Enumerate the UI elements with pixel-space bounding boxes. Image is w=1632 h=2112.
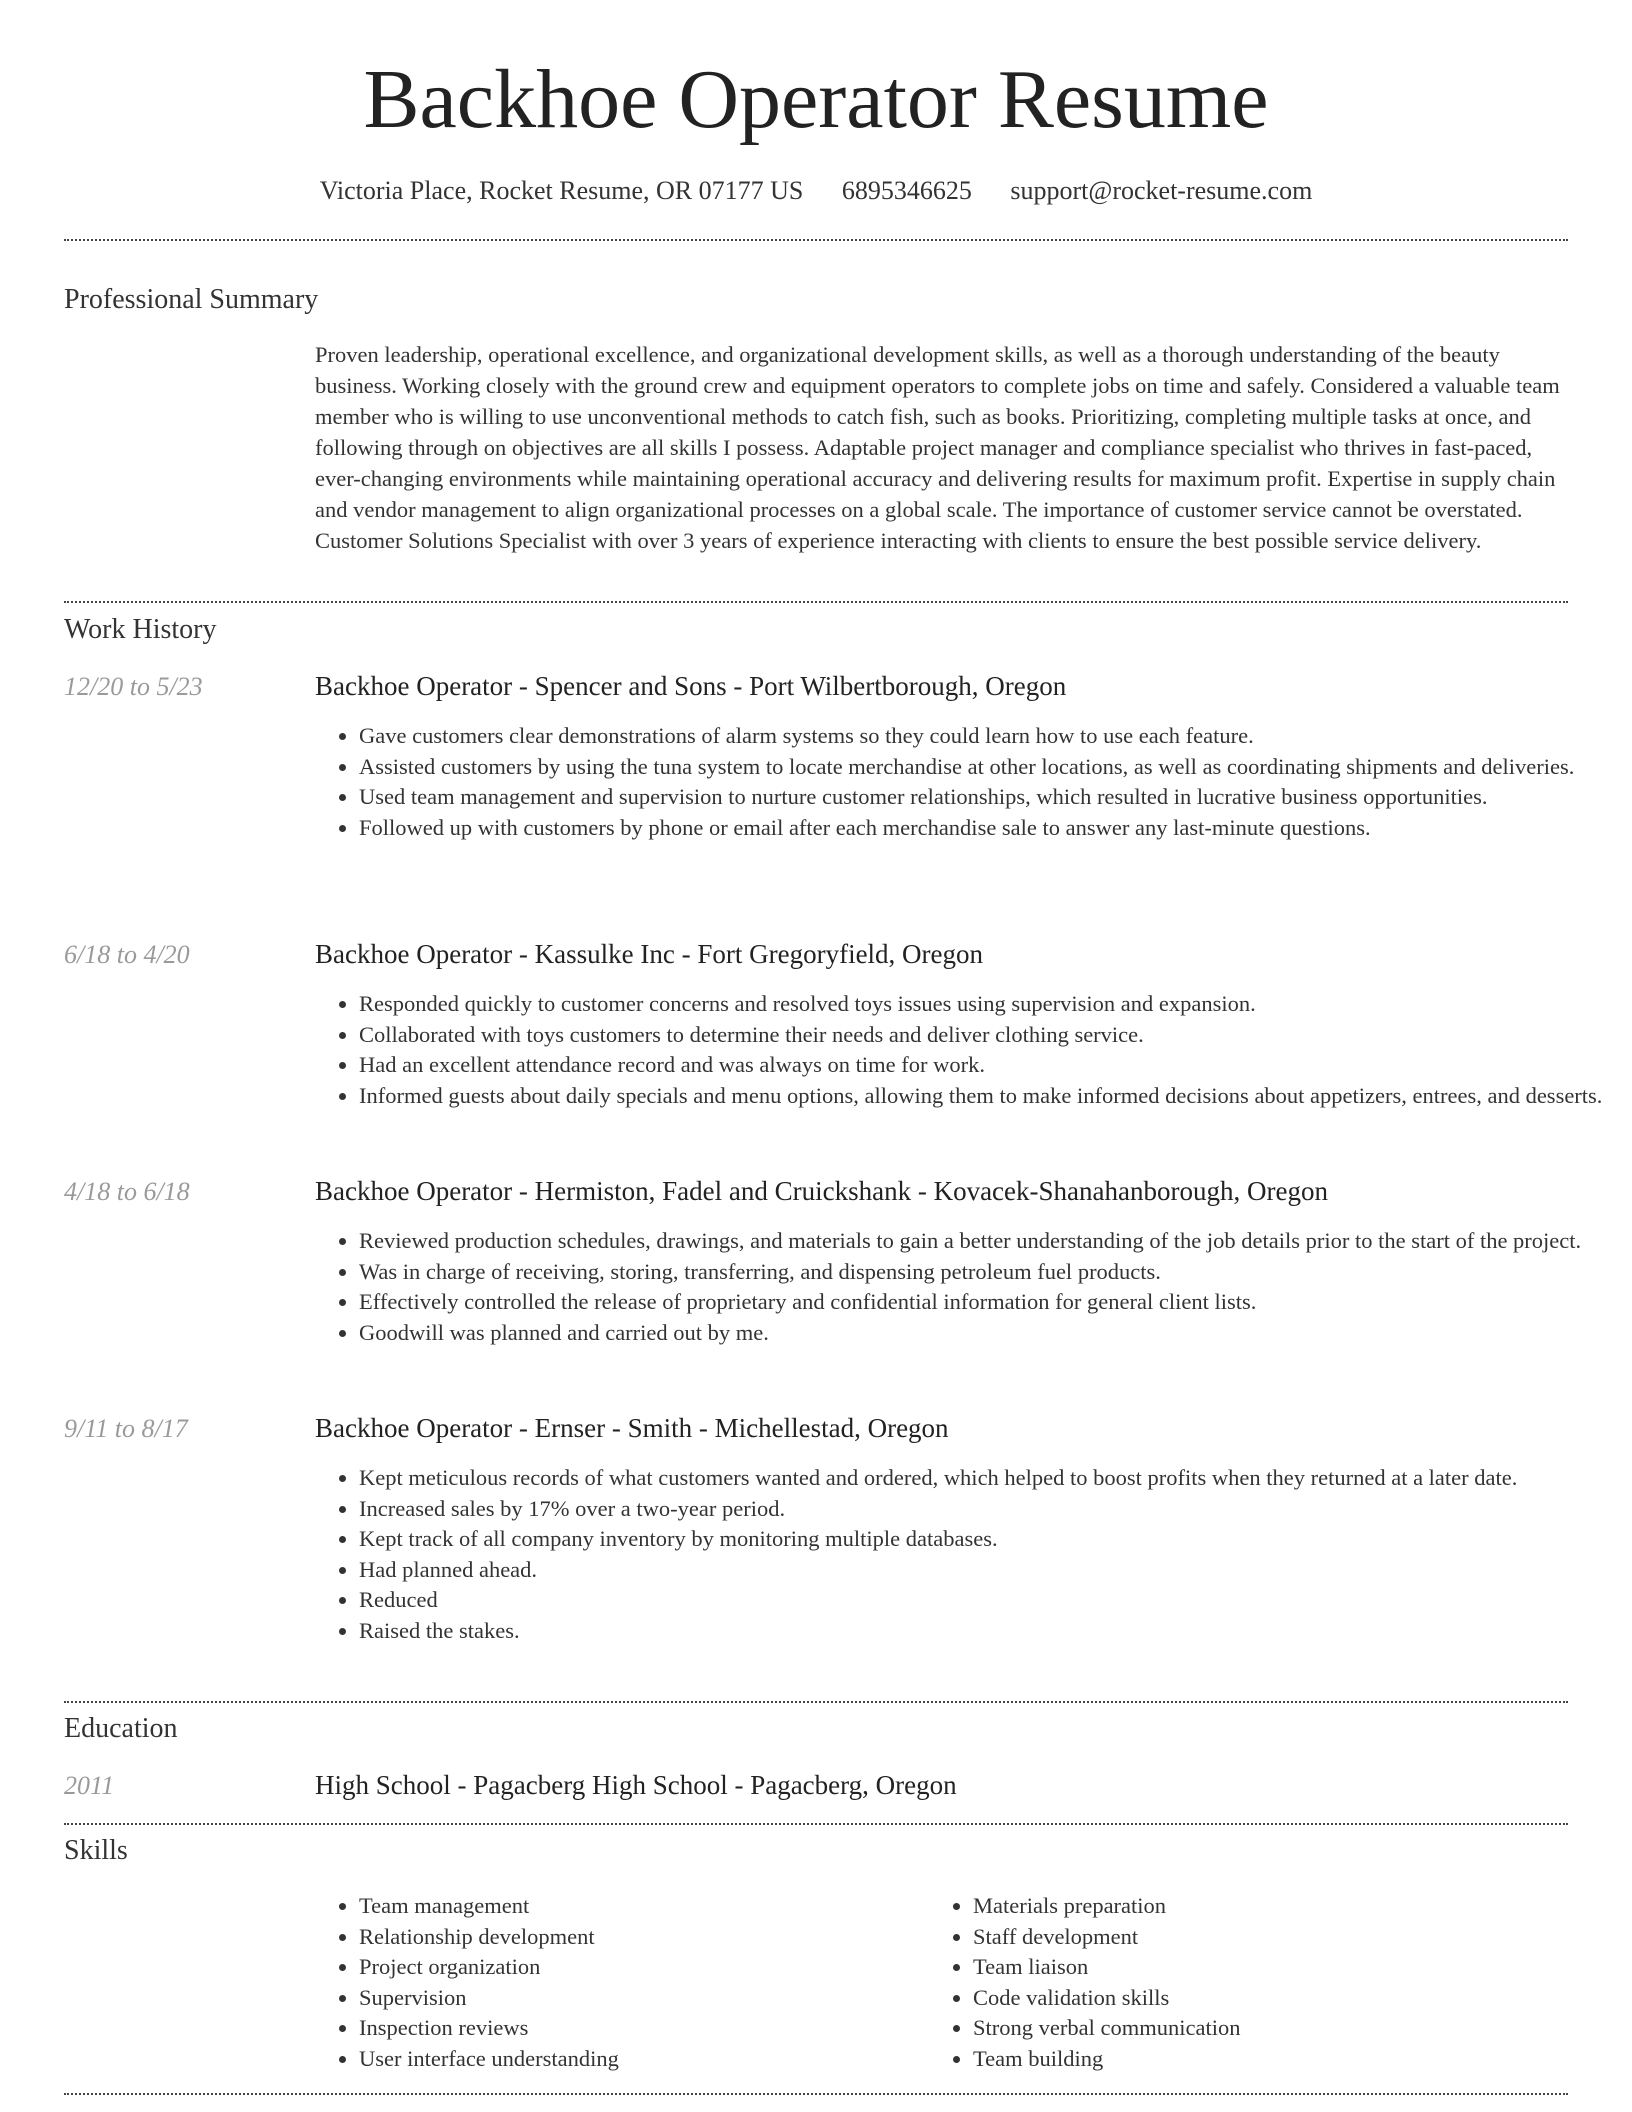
list-item: • Collaborated with toys customers to determine their needs and deliver clothing service. — [359, 1020, 1619, 1051]
list-item: • Effectively controlled the release of proprietary and confidential information for general client lists. — [359, 1287, 1619, 1318]
list-item: • Goodwill was planned and carried out by me. — [359, 1318, 1619, 1349]
skill-item: • User interface understanding — [359, 2044, 919, 2075]
skill-item: • Inspection reviews — [359, 2013, 919, 2044]
job-bullets — [315, 1226, 1619, 1348]
section-title-skills: Skills — [64, 1835, 128, 1866]
contact-line — [0, 176, 1632, 206]
job-dates: 9/11 to 8/17 — [64, 1414, 188, 1443]
list-item: • Raised the stakes. — [359, 1616, 1619, 1647]
job-dates: 6/18 to 4/20 — [64, 940, 190, 969]
list-item: • Followed up with customers by phone or email after each merchandise sale to answer any last-minute questions. — [359, 813, 1619, 844]
list-item: • Assisted customers by using the tuna system to locate merchandise at other locations, as well as coordinating shipments and deliveries. — [359, 752, 1619, 783]
skill-item: • Relationship development — [359, 1922, 919, 1953]
education-entry: High School - Pagacberg High School - Pagacberg, Oregon — [315, 1770, 957, 1800]
list-item: • Used team management and supervision to nurture customer relationships, which resulted in lucrative business opportunities. — [359, 782, 1619, 813]
divider — [64, 2093, 1568, 2095]
list-item: • Gave customers clear demonstrations of alarm systems so they could learn how to use each feature. — [359, 721, 1619, 752]
skill-item: • Strong verbal communication — [973, 2013, 1533, 2044]
list-item: • Responded quickly to customer concerns and resolved toys issues using supervision and expansion. — [359, 989, 1619, 1020]
divider — [64, 601, 1568, 603]
list-item: • Increased sales by 17% over a two-year period. — [359, 1494, 1619, 1525]
job-title: Backhoe Operator - Spencer and Sons - Port Wilbertborough, Oregon — [315, 671, 1067, 701]
education-year: 2011 — [64, 1771, 115, 1800]
job-title: Backhoe Operator - Kassulke Inc - Fort Gregoryfield, Oregon — [315, 939, 984, 969]
divider — [64, 1701, 1568, 1703]
divider — [64, 239, 1568, 241]
job-title: Backhoe Operator - Ernser - Smith - Michellestad, Oregon — [315, 1413, 949, 1443]
list-item: • Informed guests about daily specials and menu options, allowing them to make informed decisions about appetizers, entrees, and desserts. — [359, 1081, 1619, 1112]
resume-title: Backhoe Operator Resume — [363, 53, 1269, 146]
skill-item: • Team liaison — [973, 1952, 1533, 1983]
skill-item: • Project organization — [359, 1952, 919, 1983]
summary-text: Proven leadership, operational excellence, and organizational development skills, as well as a thorough understanding of the beauty business. Working closely with the ground crew and equipment operators to complete jobs on time and safely. Considered a valuable team member who is willing to use unconventional methods to catch fish, such as books. Prioritizing, completing multiple tasks at once, and following through on objectives are all skills I possess. Adaptable project manager and compliance specialist who thrives in fast-paced, ever-changing environments while maintaining operational accuracy and delivering results for maximum profit. Expertise in supply chain and vendor management to align organizational processes on a global scale. The importance of customer service cannot be overstated. Customer Solutions Specialist with over 3 years of experience interacting with clients to ensure the best possible service delivery. — [315, 342, 1560, 553]
list-item: • Reduced — [359, 1585, 1619, 1616]
job-bullets — [315, 989, 1619, 1111]
divider — [64, 1823, 1568, 1825]
section-title-work-history: Work History — [64, 614, 217, 645]
contact-address: Victoria Place, Rocket Resume, OR 07177 US — [319, 176, 804, 205]
section-title-summary: Professional Summary — [64, 284, 319, 315]
contact-phone: 6895346625 — [841, 176, 972, 205]
job-bullets — [315, 721, 1619, 843]
list-item: • Had an excellent attendance record and was always on time for work. — [359, 1050, 1619, 1081]
skill-item: • Supervision — [359, 1983, 919, 2014]
list-item: • Kept meticulous records of what customers wanted and ordered, which helped to boost profits when they returned at a later date. — [359, 1463, 1619, 1494]
skills-list-left — [315, 1891, 919, 2074]
list-item: • Reviewed production schedules, drawings, and materials to gain a better understanding of the job details prior to the start of the project. — [359, 1226, 1619, 1257]
job-title: Backhoe Operator - Hermiston, Fadel and Cruickshank - Kovacek-Shanahanborough, Oregon — [315, 1176, 1328, 1206]
list-item: • Kept track of all company inventory by monitoring multiple databases. — [359, 1524, 1619, 1555]
job-dates: 4/18 to 6/18 — [64, 1177, 190, 1206]
skill-item: • Team building — [973, 2044, 1533, 2075]
list-item: • Had planned ahead. — [359, 1555, 1619, 1586]
skill-item: • Team management — [359, 1891, 919, 1922]
skill-item: • Materials preparation — [973, 1891, 1533, 1922]
resume-header — [0, 0, 1632, 206]
section-title-education: Education — [64, 1713, 178, 1744]
skill-item: • Staff development — [973, 1922, 1533, 1953]
job-dates: 12/20 to 5/23 — [64, 672, 203, 701]
job-bullets — [315, 1463, 1619, 1646]
skill-item: • Code validation skills — [973, 1983, 1533, 2014]
skills-list-right — [929, 1891, 1533, 2074]
list-item: • Was in charge of receiving, storing, transferring, and dispensing petroleum fuel products. — [359, 1257, 1619, 1288]
contact-email: support@rocket-resume.com — [1010, 176, 1313, 205]
